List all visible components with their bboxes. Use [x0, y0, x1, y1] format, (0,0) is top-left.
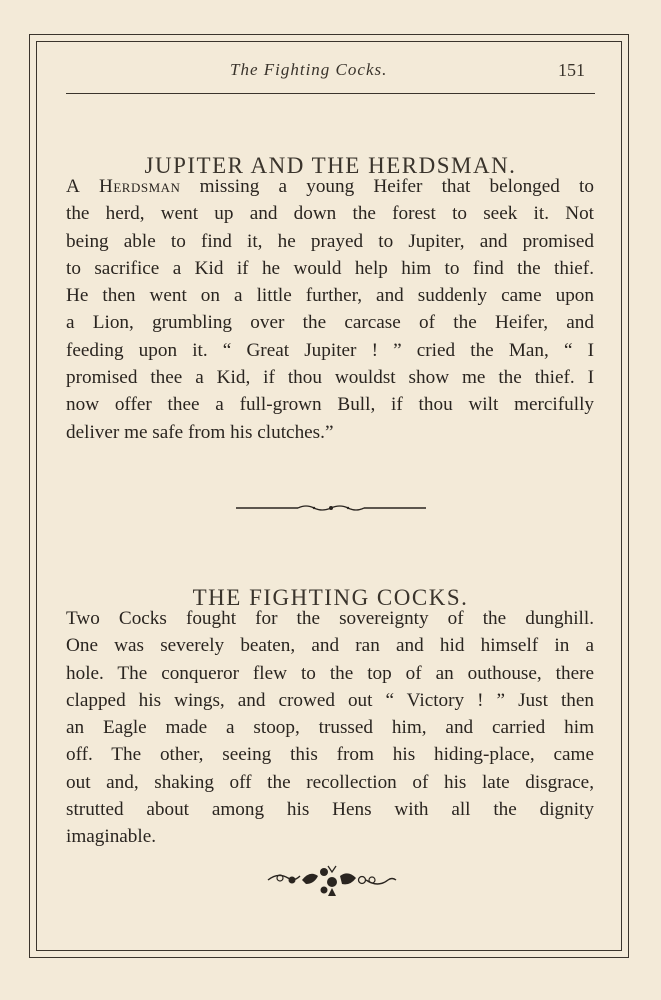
text-line [66, 173, 594, 200]
text-line: feeding upon it. “ Great Jupiter ! ” cried the Man, “ I [66, 339, 594, 361]
running-head-title: The Fighting Cocks. [230, 60, 388, 79]
section-divider-ornament [236, 502, 426, 514]
floral-tailpiece-ornament [266, 862, 398, 898]
text-line: One was severely beaten, and ran and hid himself in a [66, 635, 594, 657]
fable-title-fighting-cocks: THE FIGHTING COCKS. [192, 585, 469, 611]
page-number: 151 [558, 60, 585, 80]
fable-title-jupiter: JUPITER AND THE HERDSMAN. [144, 153, 517, 179]
text-line: an Eagle made a stoop, trussed him, and carried him [66, 717, 594, 739]
text-line: imaginable. [66, 826, 157, 848]
text-line: to sacrifice a Kid if he would help him to find the thief. [66, 257, 594, 279]
text-line: deliver me safe from his clutches.” [66, 421, 334, 443]
text-line: now offer thee a full-grown Bull, if thou wilt mercifully [66, 394, 594, 416]
text-line: the herd, went up and down the forest to seek it. Not [66, 203, 594, 225]
text-line: strutted about among his Hens with all the dignity [66, 799, 594, 821]
text-line: hole. The conqueror flew to the top of an outhouse, there [66, 662, 594, 684]
header-rule [66, 93, 595, 94]
text-line: He then went on a little further, and suddenly came upon [66, 285, 594, 307]
text-line: Two Cocks fought for the sovereignty of the dunghill. [66, 608, 594, 629]
text-line: a Lion, grumbling over the carcase of the Heifer, and [66, 312, 594, 334]
fable-body-fighting-cocks [66, 605, 594, 851]
text-line-rest: missing a young Heifer that belonged to [180, 176, 594, 197]
text-line: promised thee a Kid, if thou wouldst show me the thief. I [66, 367, 594, 389]
text-line: out and, shaking off the recollection of his late disgrace, [66, 771, 594, 793]
opening-word: A Herdsman [66, 176, 181, 197]
fable-body-jupiter [66, 173, 594, 446]
text-line: off. The other, seeing this from his hiding-place, came [66, 744, 594, 766]
text-line: clapped his wings, and crowed out “ Victory ! ” Just then [66, 689, 594, 711]
text-line: being able to find it, he prayed to Jupiter, and promised [66, 230, 594, 252]
